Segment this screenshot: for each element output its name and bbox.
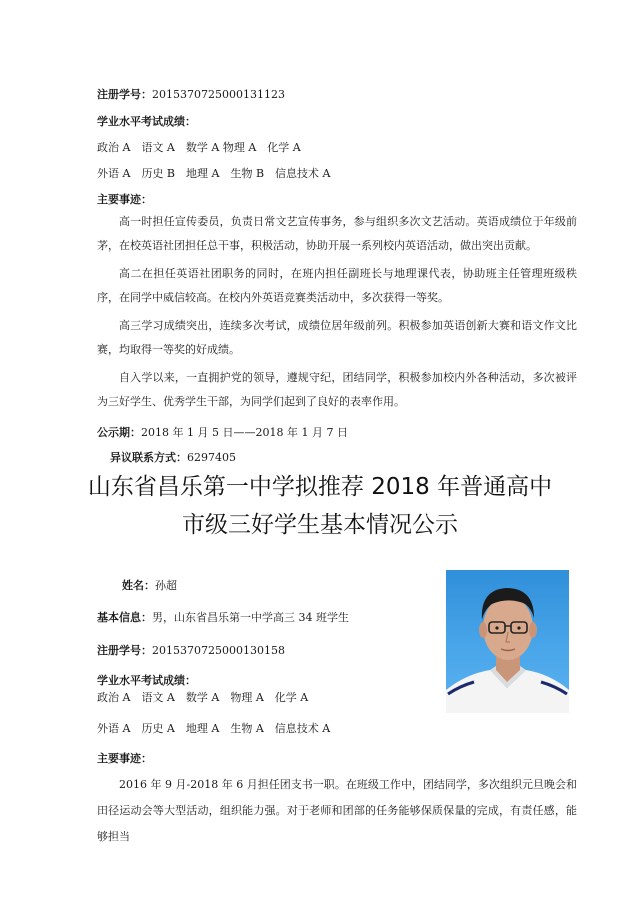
main-deeds-label: 主要事迹： — [97, 193, 152, 206]
publicity-period-label: 公示期： — [97, 426, 141, 439]
deeds-paragraph-1: 高一时担任宣传委员，负责日常文艺宣传事务，参与组织多次文艺活动。英语成绩位于年级前茅，在校英语社团担任总干事，积极活动，协助开展一系列校内英语活动，做出突出贡献。 — [97, 215, 577, 252]
objection-contact — [110, 449, 236, 465]
exam-scores-label: 学业水平考试成绩： — [97, 115, 196, 128]
objection-contact-label: 异议联系方式： — [110, 451, 187, 464]
deeds-paragraph-3: 高三学习成绩突出，连续多次考试，成绩位居年级前列。积极参加英语创新大赛和语文作文比赛，均取得一等奖的好成绩。 — [97, 319, 577, 356]
reg-number-value-2: 2015370725000130158 — [152, 644, 285, 657]
basic-info-value: 男，山东省昌乐第一中学高三 34 班学生 — [152, 611, 349, 624]
main-deeds-label-2: 主要事迹： — [97, 752, 152, 765]
exam-scores-line-2-2: 外语 A 历史 A 地理 A 生物 A 信息技术 A — [97, 722, 331, 735]
student-portrait — [446, 570, 569, 713]
objection-contact-value: 6297405 — [187, 451, 236, 464]
reg-number-line-1 — [97, 86, 285, 102]
publicity-period — [97, 424, 348, 440]
deeds-paragraph-4: 自入学以来，一直拥护党的领导，遵规守纪，团结同学，积极参加校内外各种活动，多次被评为三好学生、优秀学生干部，为同学们起到了良好的表率作用。 — [97, 371, 577, 408]
student-name-label: 姓名： — [122, 579, 155, 592]
reg-number-label: 注册学号： — [97, 88, 152, 101]
exam-scores-line-2-1: 政治 A 语文 A 数学 A 物理 A 化学 A — [97, 691, 309, 704]
reg-number-value: 2015370725000131123 — [152, 88, 285, 101]
deeds-paragraph-2-1: 2016 年 9 月-2018 年 6 月担任团支书一职。在班级工作中，团结同学，多次组织元旦晚会和田径运动会等大型活动，组织能力强。对于老师和团部的任务能够保质保量的完成，有责任感，能够担当 — [97, 778, 577, 843]
page-title-line-1: 山东省昌乐第一中学拟推荐 2018 年普通高中 — [87, 474, 553, 500]
student-name-value: 孙超 — [155, 579, 177, 592]
deeds-paragraph-2: 高二在担任英语社团职务的同时，在班内担任副班长与地理课代表，协助班主任管理班级秩序，在同学中威信较高。在校内外英语竞赛类活动中，多次获得一等奖。 — [97, 267, 577, 304]
page-title-line-2: 市级三好学生基本情况公示 — [182, 512, 458, 538]
student-name — [122, 577, 177, 593]
reg-number-label-2: 注册学号： — [97, 644, 152, 657]
exam-scores-label-2: 学业水平考试成绩： — [97, 674, 196, 687]
student-photo — [446, 570, 569, 713]
exam-scores-line-1: 政治 A 语文 A 数学 A 物理 A 化学 A — [97, 141, 301, 154]
publicity-period-value: 2018 年 1 月 5 日——2018 年 1 月 7 日 — [141, 426, 348, 439]
exam-scores-line-2: 外语 A 历史 B 地理 A 生物 B 信息技术 A — [97, 167, 331, 180]
basic-info-label: 基本信息： — [97, 611, 152, 624]
basic-info — [97, 609, 349, 625]
reg-number-line-2 — [97, 642, 285, 658]
